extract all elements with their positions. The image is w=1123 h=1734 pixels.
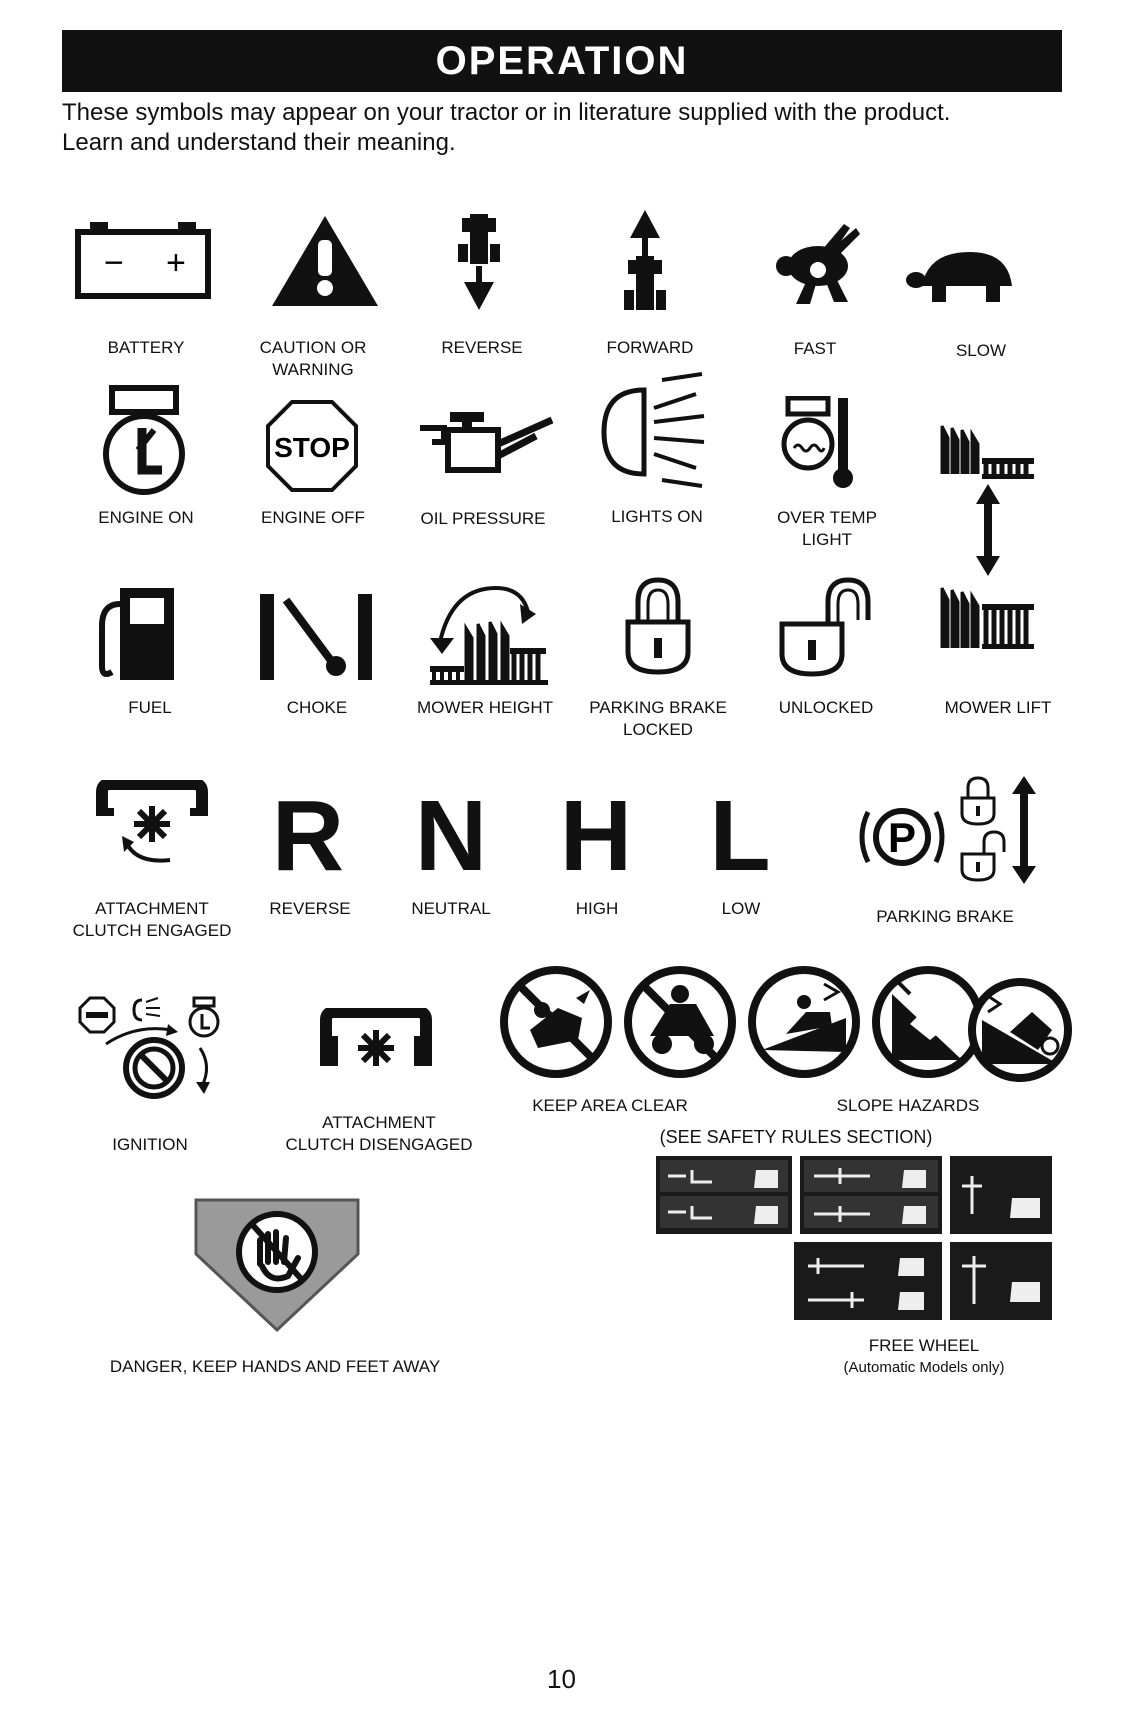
label-free-wheel-note: (Automatic Models only) — [843, 1359, 1005, 1376]
battery-plus: + — [166, 244, 186, 282]
free-wheel-panel-5 — [950, 1242, 1052, 1320]
label-engine-off: ENGINE OFF — [261, 508, 365, 527]
slope-hazard-icon-3 — [966, 976, 1074, 1084]
label-free-wheel: FREE WHEEL — [868, 1336, 980, 1355]
section-banner: OPERATION — [62, 30, 1062, 92]
headlight-icon — [596, 372, 712, 488]
parking-p-icon — [856, 800, 948, 874]
stop-text: STOP — [274, 432, 350, 463]
parking-p-letter: P — [887, 814, 917, 861]
label-neutral: NEUTRAL — [411, 899, 491, 918]
attachment-engaged-icon — [96, 780, 208, 872]
free-wheel-panel-1 — [656, 1156, 792, 1234]
intro-text: These symbols may appear on your tractor or in literature supplied with the product. Learn and understand their meaning. — [62, 99, 951, 156]
danger-hand-icon — [190, 1194, 364, 1334]
gear-letter-l: L — [709, 780, 771, 892]
battery-icon — [74, 222, 212, 300]
thermometer-icon — [780, 396, 858, 490]
rabbit-icon — [766, 222, 862, 306]
turtle-icon — [904, 246, 1020, 304]
label-engine-on: ENGINE ON — [98, 508, 194, 527]
battery-minus: − — [104, 244, 124, 282]
label-mower-height: MOWER HEIGHT — [417, 698, 553, 717]
label-ignition: IGNITION — [112, 1135, 188, 1154]
label-attachment-engaged: ATTACHMENT CLUTCH ENGAGED — [72, 899, 232, 940]
label-mower-lift: MOWER LIFT — [944, 698, 1052, 717]
no-passengers-icon — [622, 964, 738, 1080]
gear-letter-n: N — [414, 780, 488, 892]
label-forward: FORWARD — [606, 338, 694, 357]
stop-sign-icon — [264, 398, 360, 494]
mower-deck-down-icon — [938, 584, 1036, 650]
page-number: 10 — [547, 1664, 576, 1694]
label-danger: DANGER, KEEP HANDS AND FEET AWAY — [109, 1357, 441, 1376]
warning-triangle-icon — [270, 214, 380, 308]
label-battery: BATTERY — [107, 338, 185, 357]
label-lights-on: LIGHTS ON — [611, 507, 703, 526]
free-wheel-panel-2 — [800, 1156, 942, 1234]
label-high: HIGH — [575, 899, 619, 918]
lift-arrow-icon — [976, 484, 1000, 576]
label-see-safety: (SEE SAFETY RULES SECTION) — [659, 1127, 933, 1147]
label-low: LOW — [721, 899, 761, 918]
ignition-icon — [72, 990, 238, 1102]
attachment-disengaged-icon — [320, 1008, 432, 1074]
gear-letter-h: H — [559, 780, 633, 892]
padlock-unlocked-icon — [778, 576, 874, 678]
label-slope-hazards: SLOPE HAZARDS — [836, 1096, 980, 1115]
free-wheel-panel-3 — [950, 1156, 1052, 1234]
label-reverse-r: REVERSE — [269, 899, 351, 918]
label-fuel: FUEL — [128, 698, 172, 717]
no-bystanders-icon — [498, 964, 614, 1080]
label-choke: CHOKE — [286, 698, 348, 717]
label-caution: CAUTION OR WARNING — [259, 338, 367, 379]
parking-lock-cycle-icon — [958, 776, 1040, 884]
label-slow: SLOW — [955, 341, 1007, 360]
slope-hazard-icon-1 — [746, 964, 862, 1080]
forward-arrow-icon — [622, 208, 668, 312]
engine-on-icon — [98, 384, 190, 496]
fuel-pump-icon — [98, 586, 178, 682]
label-parking-brake-locked: PARKING BRAKE LOCKED — [589, 698, 727, 739]
gear-letter-r: R — [271, 780, 345, 892]
label-keep-area-clear: KEEP AREA CLEAR — [532, 1096, 688, 1115]
label-attachment-disengaged: ATTACHMENT CLUTCH DISENGAGED — [285, 1113, 473, 1154]
padlock-locked-icon — [624, 576, 692, 676]
mower-deck-up-icon — [938, 424, 1036, 480]
label-parking-brake: PARKING BRAKE — [876, 907, 1014, 926]
oil-can-icon — [418, 410, 554, 476]
reverse-arrow-icon — [456, 212, 502, 312]
label-fast: FAST — [793, 339, 837, 358]
label-over-temp: OVER TEMP LIGHT — [777, 508, 877, 549]
label-reverse: REVERSE — [441, 338, 523, 357]
mower-height-icon — [426, 582, 548, 686]
label-unlocked: UNLOCKED — [778, 698, 874, 717]
free-wheel-panel-4 — [794, 1242, 942, 1320]
choke-icon — [256, 590, 376, 682]
label-oil-pressure: OIL PRESSURE — [420, 509, 546, 528]
